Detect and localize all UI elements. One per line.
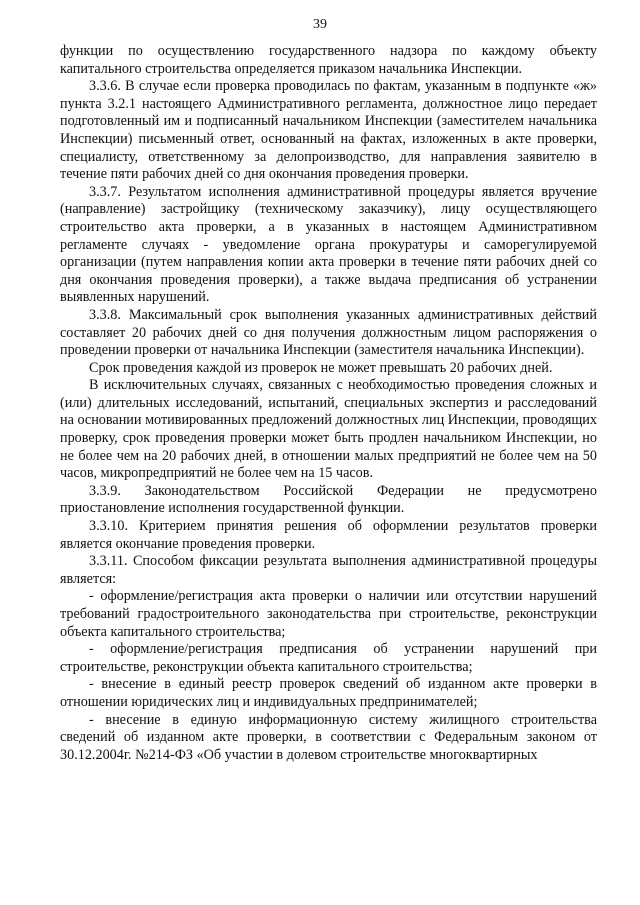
list-item-unified-registry: - внесение в единый реестр проверок сведений об изданном акте проверки в отношении юридических лиц и индивидуальных предпринимателей; — [60, 676, 597, 710]
paragraph-3-3-6: 3.3.6. В случае если проверка проводилась по фактам, указанным в подпункте «ж» пункта 3.2.1 настоящего Административного регламента, должностное лицо передает подготовленный им и подписанный начальником Инспекции (заместителем начальника Инспекции) письменный ответ, основанный на фактах, изложенных в акте проверки, специалисту, ответственному за делопроизводство, для направления заявителю в течение пяти рабочих дней со дня окончания проведения проверки. — [60, 78, 597, 183]
paragraph-3-3-9: 3.3.9. Законодательством Российской Федерации не предусмотрено приостановление исполнения государственной функции. — [60, 482, 597, 517]
paragraph-3-3-11: 3.3.11. Способом фиксации результата выполнения административной процедуры является: — [60, 553, 597, 587]
paragraph-exceptional-cases: В исключительных случаях, связанных с необходимостью проведения сложных и (или) длительных исследований, испытаний, специальных экспертиз и расследований на основании мотивированных предложений должностных лиц Инспекции, проводящих проверку, срок проведения проверки может быть продлен начальником Инспекции, но не более чем на 20 рабочих дней, в отношении малых предприятий не более чем на 50 часов, микропредприятий не более чем на 15 часов. — [60, 377, 597, 482]
paragraph-continuation: функции по осуществлению государственного надзора по каждому объекту капитального строительства определяется приказом начальника Инспекции. — [60, 43, 597, 77]
paragraph-3-3-8: 3.3.8. Максимальный срок выполнения указанных административных действий составляет 20 рабочих дней со дня получения должностным лицом распоряжения о проведении проверки от начальника Инспекции (заместителя начальника Инспекции). — [60, 306, 597, 359]
paragraph-3-3-7: 3.3.7. Результатом исполнения административной процедуры является вручение (направление) застройщику (техническому заказчику), лицу осуществляющего строительство акта проверки, а в указанных в настоящем Административном регламенте случаях - уведомление органа прокуратуры и саморегулируемой организации (путем направления копии акта проверки в течение пяти рабочих дней со дня окончания проведения проверки), а также выдача предписания об устранении выявленных нарушений. — [60, 183, 597, 306]
document-body — [60, 43, 597, 764]
list-item-violation-order: - оформление/регистрация предписания об устранении нарушений при строительстве, реконструкции объекта капитального строительства; — [60, 641, 597, 675]
paragraph-inspection-term: Срок проведения каждой из проверок не может превышать 20 рабочих дней. — [89, 359, 553, 376]
list-item-housing-system: - внесение в единую информационную систему жилищного строительства сведений об изданном акте проверки, в соответствии с Федеральным законом от 30.12.2004г. №214-ФЗ «Об участии в долевом строительстве многоквартирных — [60, 711, 597, 763]
list-item-inspection-act: - оформление/регистрация акта проверки о наличии или отсутствии нарушений требований градостроительного законодательства при строительстве, реконструкции объекта капитального строительства; — [60, 588, 597, 640]
page-number: 39 — [313, 17, 327, 32]
paragraph-3-3-10: 3.3.10. Критерием принятия решения об оформлении результатов проверки является окончание проведения проверки. — [60, 518, 597, 552]
